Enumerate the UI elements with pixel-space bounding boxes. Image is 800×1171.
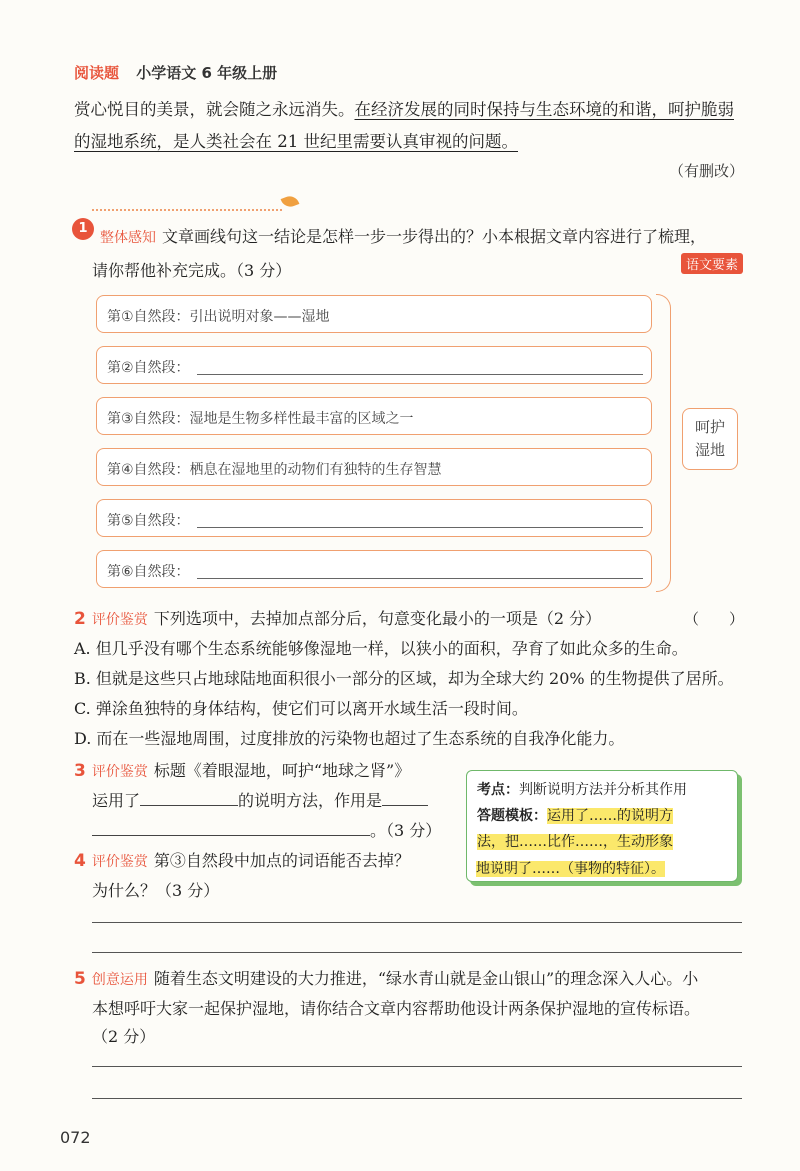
question-1-number: 1: [72, 218, 94, 240]
question-2-tag: 评价鉴赏: [91, 612, 148, 628]
option-d: D. 而在一些湿地周围，过度排放的污染物也超过了生态系统的自我净化能力。: [74, 729, 625, 748]
answer-line[interactable]: [197, 374, 643, 375]
outline-box-1: 第①自然段：引出说明对象——湿地: [96, 295, 652, 333]
leaf-icon: [281, 194, 300, 210]
page-header: [74, 62, 277, 83]
question-4-line-2: 为什么？（3 分）: [92, 881, 220, 900]
answer-line[interactable]: [92, 952, 742, 953]
answer-line[interactable]: [92, 922, 742, 923]
option-b: B. 但就是这些只占地球陆地面积很小一部分的区域，却为全球大约 20% 的生物提供了居所。: [74, 669, 734, 688]
answer-line[interactable]: [197, 578, 643, 579]
page-number: 072: [60, 1128, 91, 1147]
question-3-line-1: 3 评价鉴赏 标题《着眼湿地，呵护“地球之肾”》: [74, 761, 411, 781]
conclusion-box: 呵护 湿地: [682, 408, 738, 470]
question-5-line-1: 5 创意运用 随着生态文明建设的大力推进，“绿水青山就是金山银山”的理念深入人心。小: [74, 969, 699, 989]
question-1-tag: 整体感知: [100, 230, 156, 246]
answer-paren[interactable]: （ ）: [684, 610, 745, 628]
answer-blank[interactable]: [92, 817, 370, 836]
underlined-sentence-cont: 的湿地系统，是人类社会在 21 世纪里需要认真审视的问题。: [74, 132, 518, 151]
question-4-line-1: 4 评价鉴赏 第③自然段中加点的词语能否去掉？: [74, 851, 410, 871]
outline-box-3: 第③自然段：湿地是生物多样性最丰富的区域之一: [96, 397, 652, 435]
outline-box-5[interactable]: 第⑤自然段：: [96, 499, 652, 537]
outline-box-6[interactable]: 第⑥自然段：: [96, 550, 652, 588]
question-1-line-1: 整体感知 文章画线句这一结论是怎样一步一步得出的？小本根据文章内容进行了梳理，: [100, 227, 707, 246]
answer-line[interactable]: [92, 1098, 742, 1099]
question-5-number: 5: [74, 969, 86, 989]
option-a: A. 但几乎没有哪个生态系统能够像湿地一样，以狭小的面积，孕育了如此众多的生命。: [74, 639, 688, 658]
divider: [92, 209, 282, 211]
edit-note: （有删改）: [668, 162, 744, 180]
answer-blank[interactable]: [382, 787, 428, 806]
outline-box-2[interactable]: 第②自然段：: [96, 346, 652, 384]
question-2-stem: 2 评价鉴赏 下列选项中，去掉加点部分后，句意变化最小的一项是（2 分）: [74, 609, 602, 629]
option-c: C. 弹涂鱼独特的身体结构，使它们可以离开水域生活一段时间。: [74, 699, 528, 718]
template-label: 答题模板：: [477, 808, 547, 824]
intro-line-2: [74, 126, 754, 158]
question-2-number: 2: [74, 609, 86, 629]
question-3-number: 3: [74, 761, 86, 781]
tip-box: 考点：判断说明方法并分析其作用 答题模板：运用了……的说明方 法，把……比作……，生动形象: [466, 770, 738, 882]
answer-blank[interactable]: [140, 787, 238, 806]
underlined-sentence: 在经济发展的同时保持与生态环境的和谐，呵护脆弱: [354, 100, 734, 119]
outline-box-4: 第④自然段：栖息在湿地里的动物们有独特的生存智慧: [96, 448, 652, 486]
outline-brace: [656, 294, 671, 592]
question-5-line-2: 本想呼吁大家一起保护湿地，请你结合文章内容帮助他设计两条保护湿地的宣传标语。: [92, 999, 701, 1018]
question-1-line-2: 请你帮他补充完成。（3 分）: [92, 261, 292, 280]
language-element-badge: 语文要素: [681, 253, 743, 274]
question-4-tag: 评价鉴赏: [91, 854, 148, 870]
template-line-3: 地说明了……（事物的特征）。: [476, 861, 665, 877]
question-3-line-2: 运用了 的说明方法，作用是: [92, 786, 472, 816]
question-3-tag: 评价鉴赏: [91, 764, 148, 780]
tip-label: 考点：: [477, 782, 519, 798]
answer-line[interactable]: [92, 1066, 742, 1067]
question-3-line-3: 。（3 分）: [92, 816, 472, 846]
question-5-line-3: （2 分）: [92, 1027, 156, 1046]
question-4-number: 4: [74, 851, 86, 871]
question-5-tag: 创意运用: [91, 972, 148, 988]
answer-line[interactable]: [197, 527, 643, 528]
intro-line-1: 赏心悦目的美景，就会随之永远消失。在经济发展的同时保持与生态环境的和谐，呵护脆弱: [74, 100, 734, 119]
section-label: 阅读题: [74, 64, 120, 82]
book-title: 小学语文 6 年级上册: [136, 64, 278, 82]
